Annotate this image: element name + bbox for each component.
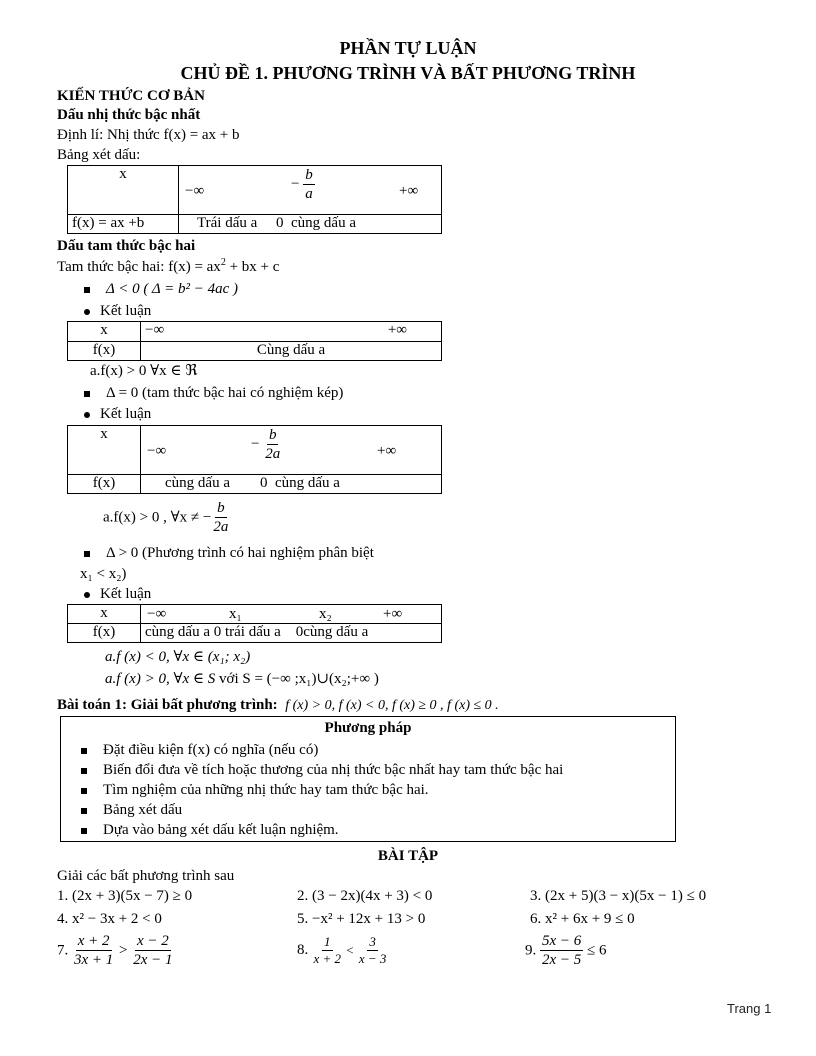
case-delta-positive-cont: x₁ < x₂) [80,566,127,582]
exercise-1: 1. (2x + 3)(5x − 7) ≥ 0 [57,888,193,904]
method-steps [61,740,675,840]
t1-sign-row: Trái dấu a 0 cùng dấu a [179,215,442,234]
t1-pos-inf: +∞ [399,183,419,199]
t2-x: x [68,322,141,342]
case-delta-positive: Δ > 0 (Phương trình có hai nghiệm phân biệt [84,544,374,562]
t3-pos-inf: +∞ [377,443,397,459]
exercises-heading: BÀI TẬP [377,848,439,864]
subheading-linear: Dấu nhị thức bậc nhất [57,107,201,123]
method-step: Đặt điều kiện f(x) có nghĩa (nếu có) [81,740,675,760]
t2-pos-inf: +∞ [387,322,407,338]
topic-title: CHỦ ĐỀ 1. PHƯƠNG TRÌNH VÀ BẤT PHƯƠNG TRÌNH [180,63,636,83]
t4-f: f(x) [68,624,141,643]
t4-neg-inf: −∞ [147,606,167,622]
t4-pos-inf: +∞ [383,606,403,622]
method-step: Biến đổi đưa về tích hoặc thương của nhị thức bậc nhất hay tam thức bậc hai [81,760,675,780]
exercise-6: 6. x² + 6x + 9 ≤ 0 [530,911,635,927]
t4-x2: x₂ [319,606,332,622]
subheading-quadratic: Dấu tam thức bậc hai [57,238,196,254]
conclusion-2: Kết luận [84,405,151,423]
page-number: Trang 1 [727,1001,772,1016]
exercise-4: 4. x² − 3x + 2 < 0 [57,911,162,927]
t1-x: x [119,166,127,182]
problem-1: Bài toán 1: Giải bất phương trình: f (x) > 0, f (x) < 0, f (x) ≥ 0 , f (x) ≤ 0 . [57,697,499,713]
t1-root: − $\frac{b}{a}$ [291,167,313,202]
method-step: Dựa vào bảng xét dấu kết luận nghiệm. [81,820,675,840]
t3-neg-inf: −∞ [147,443,167,459]
conclusion-3: Kết luận [84,585,151,603]
sign-table-delta-zero [67,425,442,494]
sign-table-delta-neg [67,321,442,361]
theorem-text: Định lí: Nhị thức f(x) = ax + b [57,127,240,143]
t2-f: f(x) [68,342,141,361]
t1-neg-inf: −∞ [185,183,205,199]
page-title: PHẦN TỰ LUẬN [339,38,477,58]
method-step: Bảng xét dấu [81,800,675,820]
t3-x: x [68,426,141,475]
t4-sign-row: cùng dấu a 0 trái dấu a 0cùng dấu a [141,624,442,643]
quadratic-def: Tam thức bậc hai: $f(x) = ax^2$ + bx + c [57,257,280,275]
t4-x1: x₁ [229,606,242,622]
exercise-8: 8. $\frac{1}{x + 2}$ < $\frac{3}{x - 3}$ [297,934,387,966]
table-label: Bảng xét dấu: [57,147,141,163]
conclusion-delta-pos-b: a.f (x) > 0, ∀x ∈ S với S = (−∞ ;x₁)∪(x₂;+∞ ) [105,671,379,687]
sign-table-delta-pos [67,604,442,643]
case-delta-zero: Δ = 0 (tam thức bậc hai có nghiệm kép) [84,384,343,402]
t3-sign-row: cùng dấu a 0 cùng dấu a [141,475,442,494]
conclusion-delta-zero: a.f(x) > 0 , ∀x ≠ − $\frac{b}{2a}$ [103,500,229,535]
conclusion-delta-pos-a: a.f (x) < 0, ∀x ∈ (x₁; x₂) [105,649,251,665]
t3-root: − $\frac{b}{2a}$ [251,427,281,462]
t2-sign-row: Cùng dấu a [141,342,442,361]
exercise-5: 5. −x² + 12x + 13 > 0 [297,911,426,927]
exercise-3: 3. (2x + 5)(3 − x)(5x − 1) ≤ 0 [530,888,707,904]
t4-x: x [68,605,141,624]
conclusion-delta-neg: a.f(x) > 0 ∀x ∈ ℜ [90,363,198,379]
exercises-intro: Giải các bất phương trình sau [57,868,235,884]
method-box [60,716,676,842]
sign-table-linear [67,165,442,234]
t1-f-label: f(x) = ax +b [68,215,179,234]
method-title: Phương pháp [324,720,412,736]
t2-neg-inf: −∞ [145,322,165,338]
case-delta-negative: Δ < 0 ( Δ = b² − 4ac ) [84,280,238,298]
conclusion-1: Kết luận [84,302,151,320]
exercise-9: 9. $\frac{5x - 6}{2x - 5}$ ≤ 6 [525,933,607,968]
exercise-2: 2. (3 − 2x)(4x + 3) < 0 [297,888,433,904]
method-step: Tìm nghiệm của những nhị thức hay tam thức bậc hai. [81,780,675,800]
section-heading: KIẾN THỨC CƠ BẢN [57,88,205,104]
exercise-7: 7. $\frac{x + 2}{3x + 1}$ > $\frac{x - 2}{2x - 1}$ [57,933,173,968]
t3-f: f(x) [68,475,141,494]
